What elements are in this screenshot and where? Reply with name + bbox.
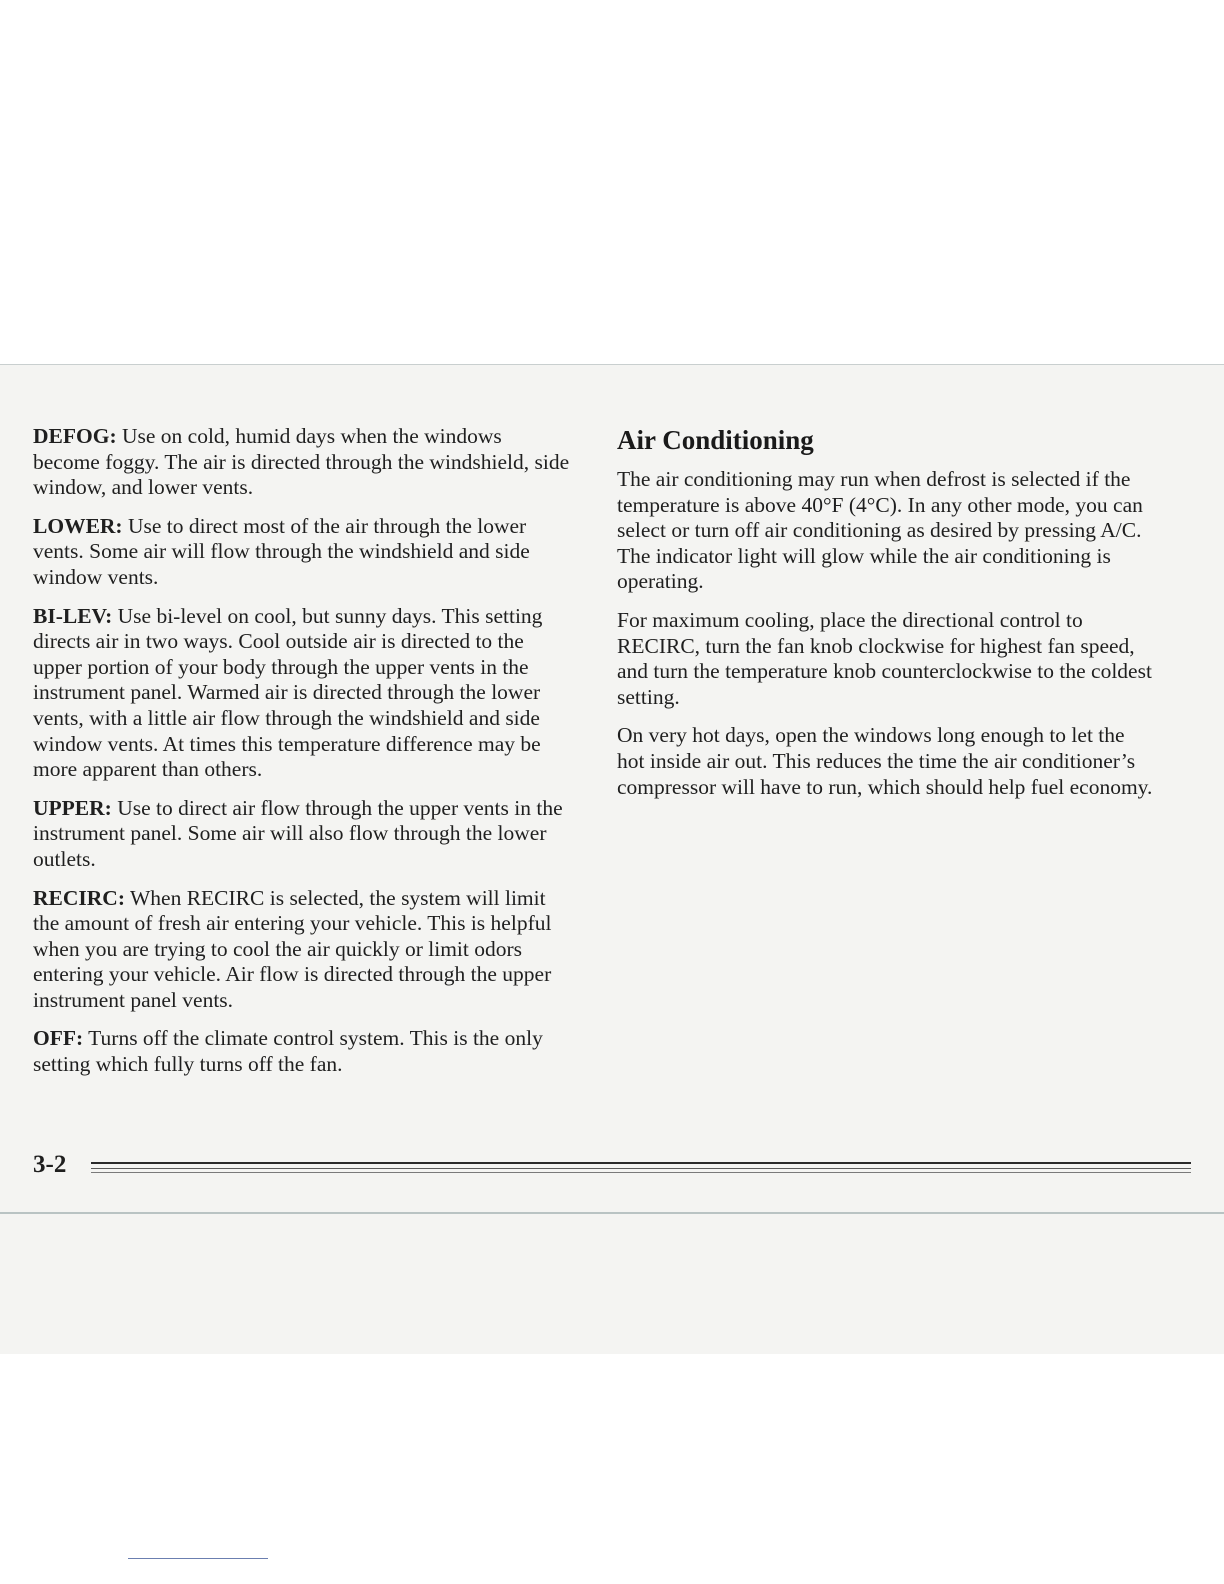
footer-rule [91, 1172, 1191, 1173]
paragraph-lower [33, 514, 573, 591]
bottom-edge-line [0, 1212, 1224, 1214]
term-defog: DEFOG: [33, 424, 117, 448]
text-recirc: When RECIRC is selected, the system will limit the amount of fresh air entering your vehicle. This is helpful when you are trying to cool the air quickly or limit odors entering your vehicle. Air flow is directed through the upper instrument panel vents. [33, 885, 552, 1012]
paragraph-bi-lev [33, 604, 573, 783]
paragraph-recirc [33, 886, 573, 1014]
paragraph-upper [33, 796, 573, 873]
term-lower: LOWER: [33, 513, 123, 538]
paragraph-ac-hot-days: On very hot days, open the windows long enough to let the hot inside air out. This reduces the time the air conditioner’s compressor will have to run, which should help fuel economy. [617, 723, 1153, 799]
term-bi-lev: BI-LEV: [33, 603, 113, 628]
text-bi-lev: Use bi-level on cool, but sunny days. This setting directs air in two ways. Cool outside air is directed to the upper portion of your body through the upper vents in the instrument panel. Warmed air is directed through the lower vents, with a little air flow through the windshield and side window vents. At times this temperature difference may be more apparent than others. [33, 603, 543, 782]
text-upper: Use to direct air flow through the upper vents in the instrument panel. Some air will also flow through the lower outlets. [33, 795, 563, 871]
text-lower: Use to direct most of the air through the lower vents. Some air will flow through the windshield and side window vents. [33, 513, 530, 589]
text-off: Turns off the climate control system. This is the only setting which fully turns off the fan. [33, 1026, 543, 1077]
paragraph-ac-max-cooling: For maximum cooling, place the directional control to RECIRC, turn the fan knob clockwise for highest fan speed, and turn the temperature knob counterclockwise to the coldest setting. [617, 607, 1152, 709]
section-heading-air-conditioning: Air Conditioning [617, 425, 814, 455]
footer-rule [91, 1168, 1191, 1169]
left-column [33, 424, 573, 1091]
right-column [617, 424, 1157, 813]
bottom-divider [128, 1558, 268, 1559]
text-defog: Use on cold, humid days when the windows become foggy. The air is directed through the windshield, side window, and lower vents. [33, 424, 570, 500]
page-footer [33, 1150, 1163, 1180]
paragraph-defog [33, 424, 573, 501]
page-number: 3-2 [33, 1151, 67, 1178]
paragraph-off [33, 1026, 573, 1077]
footer-rule [91, 1162, 1191, 1164]
term-off: OFF: [33, 1026, 84, 1051]
paragraph-ac-defrost: The air conditioning may run when defrost is selected if the temperature is above 40°F (4°C). In any other mode, you can select or turn off air conditioning as desired by pressing A/C. The indicator light will glow while the air conditioning is operating. [617, 467, 1143, 594]
term-upper: UPPER: [33, 795, 112, 820]
top-edge-line [0, 364, 1224, 365]
term-recirc: RECIRC: [33, 885, 125, 910]
